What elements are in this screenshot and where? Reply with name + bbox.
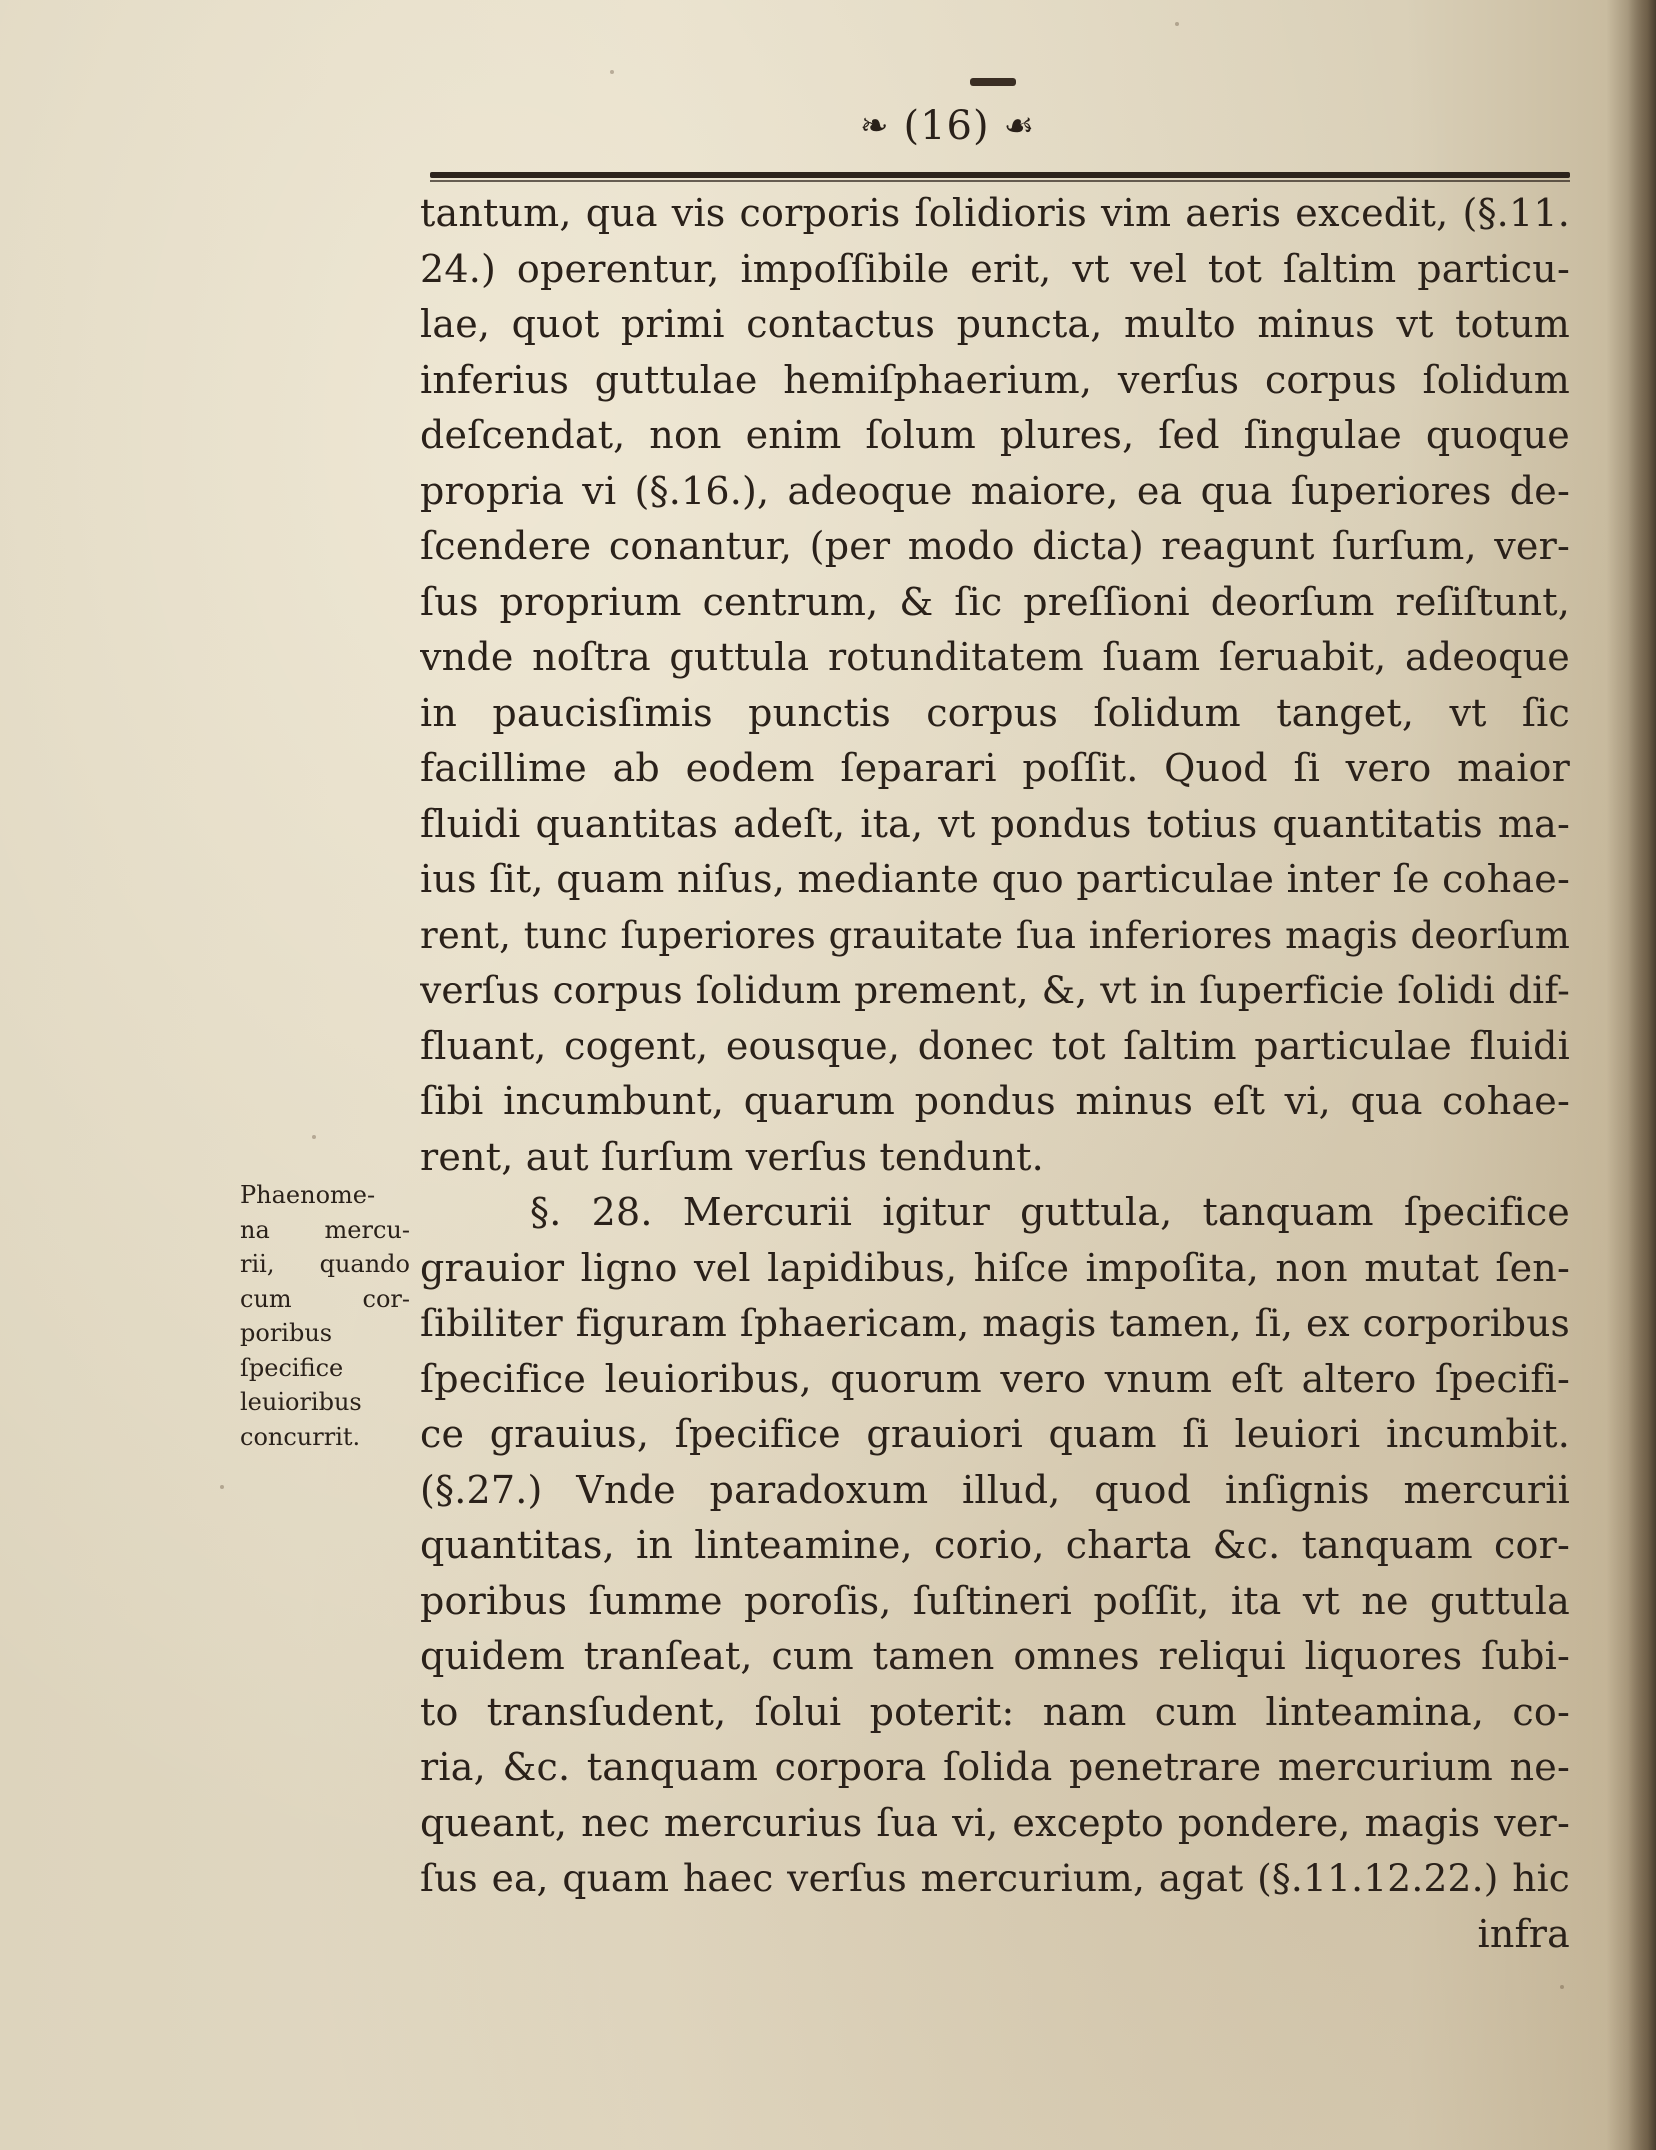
margin-line: rii, quando [240, 1250, 410, 1278]
text-line: quidem tranſeat, cum tamen omnes reliqui liquores ſubi- [420, 1634, 1570, 1678]
catchword: infra [1477, 1911, 1570, 1956]
left-ornament-icon: ❧ [860, 106, 890, 146]
margin-note [240, 1178, 410, 1454]
text-line: vnde noſtra guttula rotunditatem ſuam ſeruabit, adeoque [420, 635, 1570, 679]
text-line: ſcendere conantur, (per modo dicta) reagunt ſurſum, ver- [420, 524, 1570, 568]
text-line: rent, aut ſurſum verſus tendunt. [420, 1134, 1044, 1179]
margin-line: ſpecifice [240, 1353, 344, 1382]
text-line: facillime ab eodem ſeparari poſſit. Quod ſi vero maior [420, 746, 1570, 790]
margin-line: na mercu- [240, 1215, 410, 1244]
text-line: in paucisſimis punctis corpus ſolidum tanget, vt ſic [420, 690, 1570, 735]
margin-line: concurrit. [240, 1422, 361, 1451]
margin-line: cum cor- [240, 1284, 410, 1313]
body-text [420, 186, 1570, 1962]
text-line: inferius guttulae hemiſphaerium, verſus corpus ſolidum [420, 357, 1570, 402]
text-line: ſibiliter figuram ſphaericam, magis tamen, ſi, ex corporibus [420, 1301, 1570, 1345]
text-line: ce grauius, ſpecifice grauiori quam ſi leuiori incumbit. [420, 1412, 1570, 1456]
text-line: fluidi quantitas adeſt, ita, vt pondus totius quantitatis ma- [420, 801, 1570, 846]
page-header [430, 102, 1570, 162]
margin-line: leuioribus [240, 1388, 362, 1416]
paper-speck [610, 70, 614, 74]
text-line: propria vi (§.16.), adeoque maiore, ea qua ſuperiores de- [420, 468, 1570, 513]
paper-speck [1175, 22, 1179, 26]
text-line: fluant, cogent, eousque, donec tot ſaltim particulae fluidi [420, 1023, 1570, 1068]
text-line: to transſudent, ſolui poterit: nam cum linteamina, co- [420, 1689, 1570, 1734]
text-line: ius ſit, quam niſus, mediante quo particulae inter ſe cohae- [420, 857, 1570, 901]
text-line: lae, quot primi contactus puncta, multo minus vt totum [420, 302, 1570, 346]
text-line: ſpecifice leuioribus, quorum vero vnum eſt altero ſpecifi- [420, 1356, 1570, 1401]
text-line: tantum, qua vis corporis ſolidioris vim aeris excedit, (§.11. [420, 191, 1570, 235]
right-ornament-icon: ☙ [1003, 106, 1036, 146]
text-line: queant, nec mercurius ſua vi, excepto pondere, magis ver- [420, 1800, 1570, 1845]
section-heading-line: §. 28. Mercurii igitur guttula, tanquam ſpecifice [530, 1190, 1570, 1234]
page-number: (16) [903, 103, 990, 149]
text-line: rent, tunc ſuperiores grauitate ſua inferiores magis deorſum [420, 913, 1570, 957]
text-line: grauior ligno vel lapidibus, hiſce impoſita, non mutat ſen- [420, 1245, 1570, 1290]
text-line: (§.27.) Vnde paradoxum illud, quod inſignis mercurii [420, 1467, 1570, 1512]
header-rule [430, 172, 1570, 178]
paper-speck [1560, 1985, 1564, 1989]
header-dash [970, 78, 1016, 86]
text-line: verſus corpus ſolidum prement, &, vt in ſuperficie ſolidi dif- [420, 968, 1570, 1012]
text-line: poribus ſumme poroſis, ſuſtineri poſſit, ita vt ne guttula [420, 1578, 1570, 1623]
header-row [860, 103, 1036, 149]
text-line: ſus ea, quam haec verſus mercurium, agat (§.11.12.22.) hic [420, 1856, 1570, 1900]
text-line: quantitas, in linteamine, corio, charta &c. tanquam cor- [420, 1523, 1570, 1567]
text-line: deſcendat, non enim ſolum plures, ſed ſingulae quoque [420, 413, 1570, 457]
page-binding-edge [1628, 0, 1656, 2150]
margin-line: Phaenome- [240, 1181, 376, 1209]
text-line: ſibi incumbunt, quarum pondus minus eſt vi, qua cohae- [420, 1079, 1570, 1123]
text-line: 24.) operentur, impoſſibile erit, vt vel tot ſaltim particu- [420, 246, 1570, 291]
text-line: ria, &c. tanquam corpora ſolida penetrare mercurium ne- [420, 1745, 1570, 1789]
margin-line: poribus [240, 1319, 333, 1347]
paper-speck [220, 1485, 224, 1489]
text-line: ſus proprium centrum, & ſic preſſioni deorſum reſiſtunt, [420, 579, 1570, 624]
paper-speck [312, 1135, 316, 1139]
